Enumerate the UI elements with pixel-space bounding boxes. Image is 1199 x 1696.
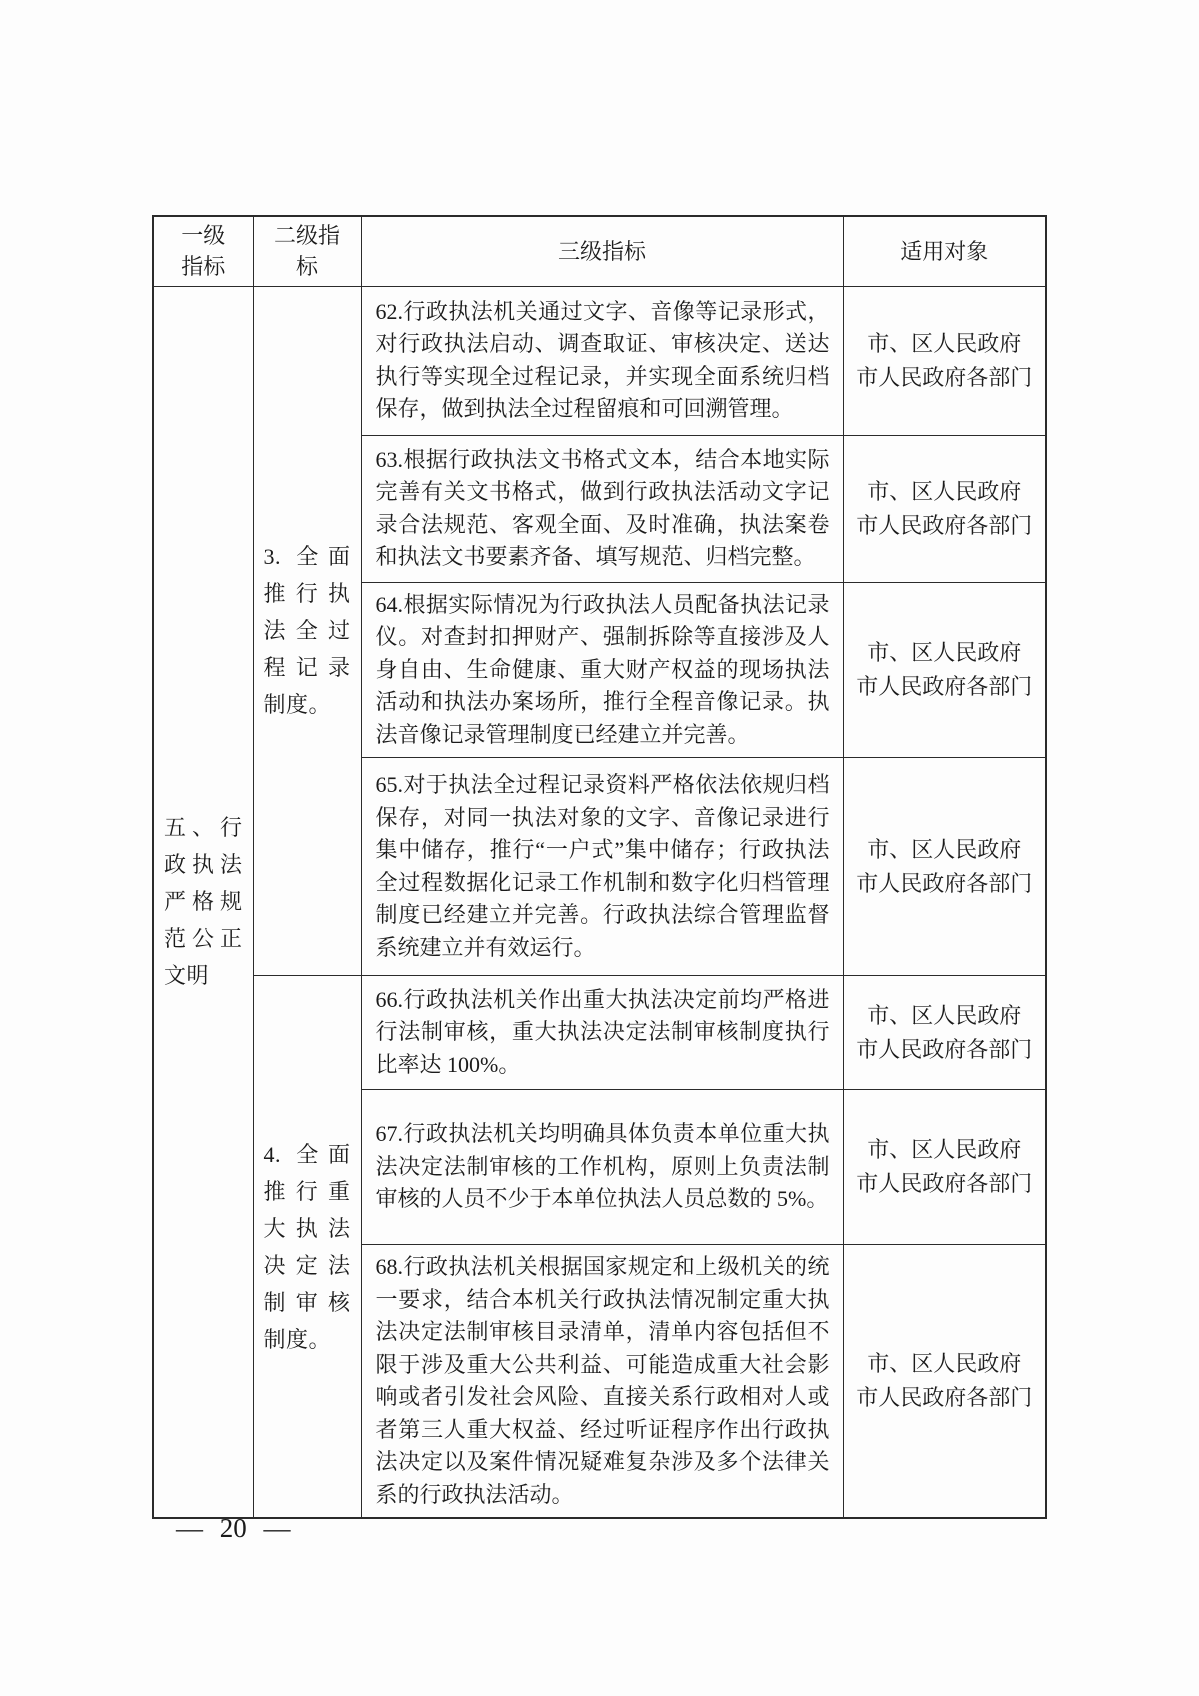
applicable-line2: 市人民政府各部门 [856, 1171, 1033, 1196]
level2-indicator-cell-3: 3. 全面推行执法全过程记录制度。 [253, 286, 361, 976]
applicable-target-cell-67 [843, 1090, 1046, 1245]
header-level3-indicator: 三级指标 [361, 216, 843, 286]
applicable-line1: 市、区人民政府 [867, 1002, 1022, 1028]
level2-indicator-cell-4: 4. 全面推行重大执法决定法制审核制度。 [253, 976, 361, 1519]
applicable-line2: 市人民政府各部门 [856, 364, 1033, 390]
applicable-target-cell-62 [843, 286, 1046, 435]
applicable-line2: 市人民政府各部门 [856, 1385, 1033, 1410]
applicable-target-cell-65 [843, 758, 1046, 976]
level3-indicator-64: 64.根据实际情况为行政执法人员配备执法记录仪。对查封扣押财产、强制拆除等直接涉及人身自由、生命健康、重大财产权益的现场执法活动和执法办案场所，推行全程音像记录。执法音像记录管理制度已经建立并完善。 [361, 582, 843, 758]
level3-indicator-68: 68.行政执法机关根据国家规定和上级机关的统一要求，结合本机关行政执法情况制定重大执法决定法制审核目录清单，清单内容包括但不限于涉及重大公共利益、可能造成重大社会影响或者引发社会风险、直接关系行政相对人或者第三人重大权益、经过听证程序作出行政执法决定以及案件情况疑难复杂涉及多个法律关系的行政执法活动。 [361, 1245, 843, 1519]
header-level2-indicator: 二级指标 [253, 216, 361, 286]
applicable-target-cell-68 [843, 1245, 1046, 1519]
table-row-66 [153, 976, 1046, 1090]
header-level1-indicator: 一级指标 [153, 216, 253, 286]
applicable-line2: 市人民政府各部门 [856, 673, 1033, 699]
page-number: — 20 — [176, 1513, 291, 1543]
applicable-line1: 市、区人民政府 [867, 639, 1022, 665]
applicable-line1: 市、区人民政府 [867, 478, 1022, 504]
applicable-target-cell-63 [843, 435, 1046, 582]
applicable-line2: 市人民政府各部门 [856, 512, 1033, 538]
level3-indicator-65: 65.对于执法全过程记录资料严格依法依规归档保存，对同一执法对象的文字、音像记录进行集中储存，推行“一户式”集中储存；行政执法全过程数据化记录工作机制和数字化归档管理制度已经建立并完善。行政执法综合管理监督系统建立并有效运行。 [361, 758, 843, 976]
indicator-table [152, 215, 1047, 1519]
applicable-target-cell-64 [843, 582, 1046, 758]
level1-indicator-cell: 五、行政执法严格规范公正文明 [153, 286, 253, 1518]
level3-indicator-67: 67.行政执法机关均明确具体负责本单位重大执法决定法制审核的工作机构，原则上负责法制审核的人员不少于本单位执法人员总数的 5%。 [361, 1090, 843, 1245]
level3-indicator-63: 63.根据行政执法文书格式文本，结合本地实际完善有关文书格式，做到行政执法活动文字记录合法规范、客观全面、及时准确，执法案卷和执法文书要素齐备、填写规范、归档完整。 [361, 435, 843, 582]
table-header-row [153, 216, 1046, 286]
applicable-line1: 市、区人民政府 [867, 330, 1022, 356]
level3-indicator-66: 66.行政执法机关作出重大执法决定前均严格进行法制审核，重大执法决定法制审核制度执行比率达 100%。 [361, 976, 843, 1090]
applicable-line2: 市人民政府各部门 [856, 870, 1033, 896]
header-applicable-target: 适用对象 [843, 216, 1046, 286]
level3-indicator-62: 62.行政执法机关通过文字、音像等记录形式，对行政执法启动、调查取证、审核决定、送达执行等实现全过程记录，并实现全面系统归档保存，做到执法全过程留痕和可回溯管理。 [361, 286, 843, 435]
table-row-62 [153, 286, 1046, 435]
applicable-line2: 市人民政府各部门 [856, 1036, 1033, 1062]
applicable-line1: 市、区人民政府 [867, 1137, 1022, 1162]
applicable-target-cell-66 [843, 976, 1046, 1090]
applicable-line1: 市、区人民政府 [867, 836, 1022, 862]
applicable-line1: 市、区人民政府 [867, 1351, 1022, 1376]
